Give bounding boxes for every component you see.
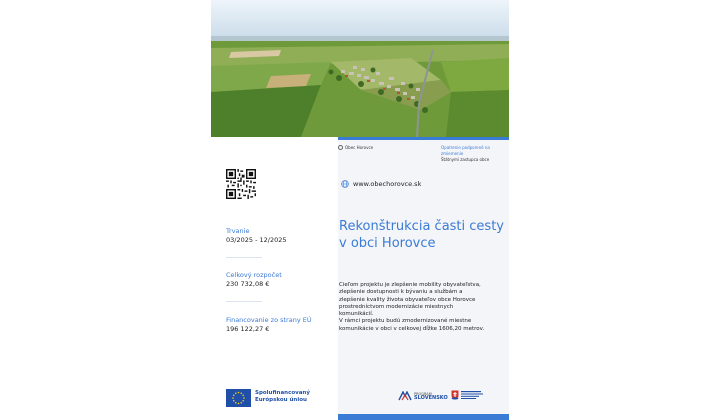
program-text xyxy=(414,392,448,400)
program-mark-icon xyxy=(398,391,412,401)
description-line: komunikácií. xyxy=(339,311,374,318)
eu-text-line-1: Spolufinancovaný xyxy=(255,390,310,396)
support-line-2: Štátnymi zastupca obce xyxy=(441,157,490,162)
description-line: prostredníctvom modernizácie miestnych xyxy=(339,303,454,310)
description-line: komunikácie v obci v celkovej dĺžke 1606,20 metrov. xyxy=(339,325,485,332)
aerial-village-photo xyxy=(211,0,509,137)
organization-name: Obec Horovce xyxy=(345,145,374,150)
qr-code[interactable] xyxy=(226,169,256,199)
program-big: SLOVENSKO xyxy=(414,395,448,401)
duration-label: Trvanie xyxy=(226,227,250,235)
eu-cofinanced-text xyxy=(255,390,310,404)
website-link[interactable] xyxy=(341,180,421,188)
budget-label: Celkový rozpočet xyxy=(226,271,282,279)
ministry-logo xyxy=(451,390,483,400)
support-note xyxy=(441,145,509,163)
eu-funding-value: 196 122,27 € xyxy=(226,325,270,333)
project-description xyxy=(339,282,504,333)
organization-line xyxy=(338,145,373,150)
footer-accent-bar xyxy=(338,414,509,420)
program-slovensko-logo xyxy=(398,391,448,401)
budget-value: 230 732,08 € xyxy=(226,280,270,288)
support-line-1: Opatrenie podporené na zmiernenie xyxy=(441,145,490,156)
globe-icon xyxy=(341,180,349,188)
website-url: www.obechorovce.sk xyxy=(353,180,422,188)
divider xyxy=(226,257,262,258)
program-small: PROGRAM xyxy=(414,391,432,396)
eu-funding-label: Financovanie zo strany EÚ xyxy=(226,316,312,324)
duration-value: 03/2025 - 12/2025 xyxy=(226,236,287,244)
eu-flag-icon xyxy=(226,389,251,407)
project-title: Rekonštrukcia časti cesty v obci Horovce xyxy=(339,219,504,251)
description-line: Cieľom projektu je zlepšenie mobility obyvateľstva, xyxy=(339,282,481,288)
description-line: zlepšenie kvality života obyvateľov obce Horovce xyxy=(339,296,476,303)
org-icon xyxy=(338,145,343,150)
ministry-text-lines xyxy=(461,390,483,400)
coat-of-arms-icon xyxy=(451,390,459,400)
description-line: zlepšenie dostupnosti k bývaniu a službám a xyxy=(339,289,463,296)
eu-text-line-2: Európskou úniou xyxy=(255,397,307,403)
divider xyxy=(226,301,262,302)
description-line: V rámci projektu budú zmodernizované miestne xyxy=(339,318,472,325)
project-poster xyxy=(211,0,509,420)
